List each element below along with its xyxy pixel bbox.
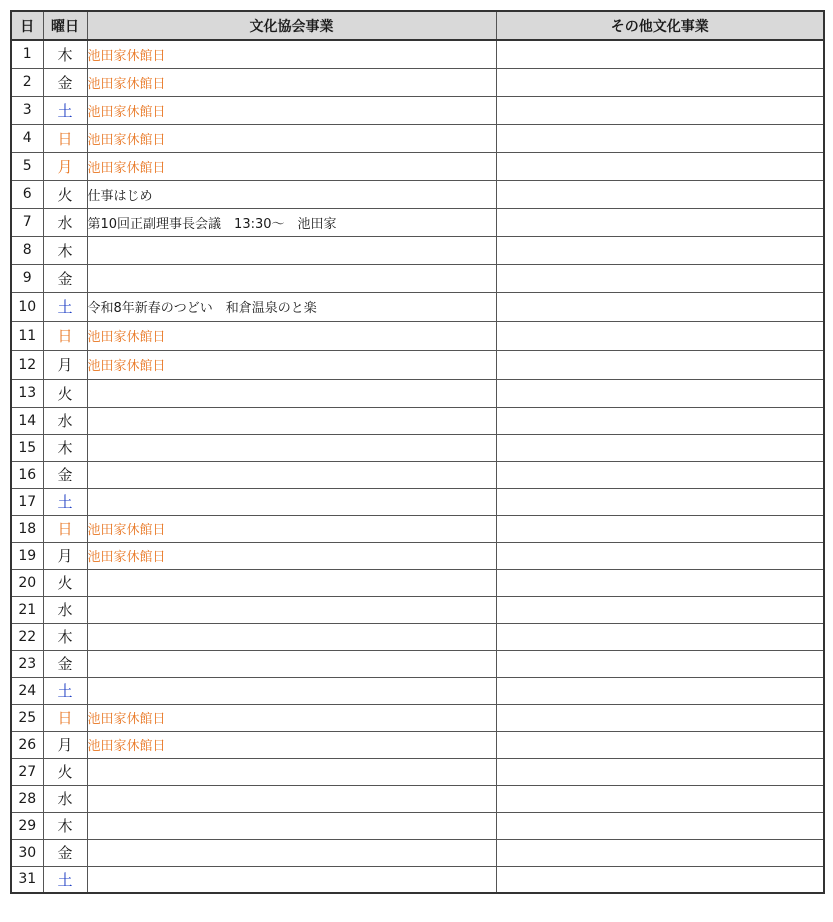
culture-assoc-event-cell <box>87 758 496 785</box>
other-culture-event-cell <box>496 758 824 785</box>
weekday-cell: 土 <box>43 866 87 893</box>
weekday-cell: 日 <box>43 704 87 731</box>
table-row <box>11 731 824 758</box>
culture-assoc-event-cell: 池田家休館日 <box>87 321 496 350</box>
weekday-cell: 水 <box>43 785 87 812</box>
weekday-cell: 月 <box>43 350 87 379</box>
weekday-cell: 木 <box>43 623 87 650</box>
day-number: 10 <box>11 292 43 321</box>
day-number: 12 <box>11 350 43 379</box>
day-number: 30 <box>11 839 43 866</box>
culture-assoc-event-cell: 池田家休館日 <box>87 731 496 758</box>
header-other-culture-events: その他文化事業 <box>496 11 824 40</box>
table-row <box>11 236 824 264</box>
other-culture-event-cell <box>496 208 824 236</box>
day-number: 22 <box>11 623 43 650</box>
culture-assoc-event-cell <box>87 785 496 812</box>
other-culture-event-cell <box>496 379 824 407</box>
culture-assoc-event-cell: 池田家休館日 <box>87 124 496 152</box>
table-row <box>11 812 824 839</box>
other-culture-event-cell <box>496 596 824 623</box>
table-row <box>11 488 824 515</box>
table-row <box>11 292 824 321</box>
day-number: 16 <box>11 461 43 488</box>
weekday-cell: 火 <box>43 758 87 785</box>
weekday-cell: 木 <box>43 40 87 68</box>
day-number: 11 <box>11 321 43 350</box>
weekday-cell: 土 <box>43 488 87 515</box>
weekday-cell: 日 <box>43 124 87 152</box>
other-culture-event-cell <box>496 866 824 893</box>
other-culture-event-cell <box>496 812 824 839</box>
table-row <box>11 623 824 650</box>
table-row <box>11 124 824 152</box>
other-culture-event-cell <box>496 292 824 321</box>
header-culture-assoc-events: 文化協会事業 <box>87 11 496 40</box>
weekday-cell: 水 <box>43 596 87 623</box>
other-culture-event-cell <box>496 650 824 677</box>
day-number: 20 <box>11 569 43 596</box>
weekday-cell: 土 <box>43 292 87 321</box>
header-weekday: 曜日 <box>43 11 87 40</box>
table-row <box>11 569 824 596</box>
day-number: 27 <box>11 758 43 785</box>
day-number: 6 <box>11 180 43 208</box>
table-row <box>11 704 824 731</box>
weekday-cell: 金 <box>43 650 87 677</box>
day-number: 26 <box>11 731 43 758</box>
culture-assoc-event-cell: 仕事はじめ <box>87 180 496 208</box>
culture-assoc-event-cell <box>87 812 496 839</box>
weekday-cell: 金 <box>43 68 87 96</box>
day-number: 24 <box>11 677 43 704</box>
table-row <box>11 461 824 488</box>
other-culture-event-cell <box>496 542 824 569</box>
event-calendar-table <box>10 10 825 894</box>
weekday-cell: 水 <box>43 407 87 434</box>
culture-assoc-event-cell <box>87 623 496 650</box>
table-row <box>11 96 824 124</box>
day-number: 3 <box>11 96 43 124</box>
calendar-body <box>11 40 824 893</box>
other-culture-event-cell <box>496 96 824 124</box>
day-number: 9 <box>11 264 43 292</box>
table-row <box>11 677 824 704</box>
day-number: 14 <box>11 407 43 434</box>
weekday-cell: 木 <box>43 812 87 839</box>
weekday-cell: 金 <box>43 839 87 866</box>
table-row <box>11 839 824 866</box>
table-row <box>11 180 824 208</box>
header-day: 日 <box>11 11 43 40</box>
other-culture-event-cell <box>496 569 824 596</box>
culture-assoc-event-cell <box>87 407 496 434</box>
other-culture-event-cell <box>496 180 824 208</box>
other-culture-event-cell <box>496 40 824 68</box>
weekday-cell: 土 <box>43 677 87 704</box>
culture-assoc-event-cell <box>87 866 496 893</box>
day-number: 17 <box>11 488 43 515</box>
culture-assoc-event-cell: 池田家休館日 <box>87 542 496 569</box>
day-number: 18 <box>11 515 43 542</box>
other-culture-event-cell <box>496 704 824 731</box>
table-row <box>11 68 824 96</box>
table-row <box>11 152 824 180</box>
culture-assoc-event-cell <box>87 379 496 407</box>
weekday-cell: 水 <box>43 208 87 236</box>
table-row <box>11 758 824 785</box>
other-culture-event-cell <box>496 623 824 650</box>
weekday-cell: 金 <box>43 264 87 292</box>
culture-assoc-event-cell <box>87 264 496 292</box>
other-culture-event-cell <box>496 785 824 812</box>
culture-assoc-event-cell: 池田家休館日 <box>87 152 496 180</box>
other-culture-event-cell <box>496 321 824 350</box>
weekday-cell: 月 <box>43 542 87 569</box>
other-culture-event-cell <box>496 461 824 488</box>
other-culture-event-cell <box>496 677 824 704</box>
weekday-cell: 木 <box>43 434 87 461</box>
day-number: 7 <box>11 208 43 236</box>
day-number: 2 <box>11 68 43 96</box>
day-number: 13 <box>11 379 43 407</box>
culture-assoc-event-cell <box>87 569 496 596</box>
other-culture-event-cell <box>496 68 824 96</box>
table-row <box>11 434 824 461</box>
day-number: 25 <box>11 704 43 731</box>
weekday-cell: 火 <box>43 569 87 596</box>
table-row <box>11 785 824 812</box>
table-row <box>11 866 824 893</box>
other-culture-event-cell <box>496 264 824 292</box>
day-number: 21 <box>11 596 43 623</box>
day-number: 4 <box>11 124 43 152</box>
culture-assoc-event-cell <box>87 488 496 515</box>
weekday-cell: 月 <box>43 152 87 180</box>
day-number: 8 <box>11 236 43 264</box>
culture-assoc-event-cell: 池田家休館日 <box>87 515 496 542</box>
weekday-cell: 日 <box>43 515 87 542</box>
day-number: 1 <box>11 40 43 68</box>
table-row <box>11 542 824 569</box>
culture-assoc-event-cell <box>87 596 496 623</box>
table-row <box>11 407 824 434</box>
weekday-cell: 火 <box>43 180 87 208</box>
day-number: 28 <box>11 785 43 812</box>
day-number: 23 <box>11 650 43 677</box>
table-row <box>11 515 824 542</box>
other-culture-event-cell <box>496 488 824 515</box>
table-row <box>11 40 824 68</box>
day-number: 29 <box>11 812 43 839</box>
other-culture-event-cell <box>496 731 824 758</box>
weekday-cell: 木 <box>43 236 87 264</box>
culture-assoc-event-cell: 池田家休館日 <box>87 704 496 731</box>
day-number: 31 <box>11 866 43 893</box>
culture-assoc-event-cell: 第10回正副理事長会議 13:30～ 池田家 <box>87 208 496 236</box>
weekday-cell: 土 <box>43 96 87 124</box>
day-number: 15 <box>11 434 43 461</box>
culture-assoc-event-cell <box>87 434 496 461</box>
weekday-cell: 日 <box>43 321 87 350</box>
day-number: 5 <box>11 152 43 180</box>
other-culture-event-cell <box>496 434 824 461</box>
weekday-cell: 火 <box>43 379 87 407</box>
day-number: 19 <box>11 542 43 569</box>
culture-assoc-event-cell: 池田家休館日 <box>87 350 496 379</box>
other-culture-event-cell <box>496 350 824 379</box>
culture-assoc-event-cell: 池田家休館日 <box>87 68 496 96</box>
table-row <box>11 208 824 236</box>
culture-assoc-event-cell <box>87 650 496 677</box>
other-culture-event-cell <box>496 124 824 152</box>
header-row <box>11 11 824 40</box>
culture-assoc-event-cell: 令和8年新春のつどい 和倉温泉のと楽 <box>87 292 496 321</box>
table-row <box>11 596 824 623</box>
other-culture-event-cell <box>496 839 824 866</box>
culture-assoc-event-cell <box>87 461 496 488</box>
other-culture-event-cell <box>496 515 824 542</box>
other-culture-event-cell <box>496 407 824 434</box>
culture-assoc-event-cell <box>87 839 496 866</box>
culture-assoc-event-cell <box>87 677 496 704</box>
other-culture-event-cell <box>496 152 824 180</box>
weekday-cell: 金 <box>43 461 87 488</box>
table-row <box>11 350 824 379</box>
culture-assoc-event-cell: 池田家休館日 <box>87 96 496 124</box>
table-row <box>11 264 824 292</box>
culture-assoc-event-cell <box>87 236 496 264</box>
table-row <box>11 650 824 677</box>
table-row <box>11 379 824 407</box>
culture-assoc-event-cell: 池田家休館日 <box>87 40 496 68</box>
table-row <box>11 321 824 350</box>
other-culture-event-cell <box>496 236 824 264</box>
weekday-cell: 月 <box>43 731 87 758</box>
